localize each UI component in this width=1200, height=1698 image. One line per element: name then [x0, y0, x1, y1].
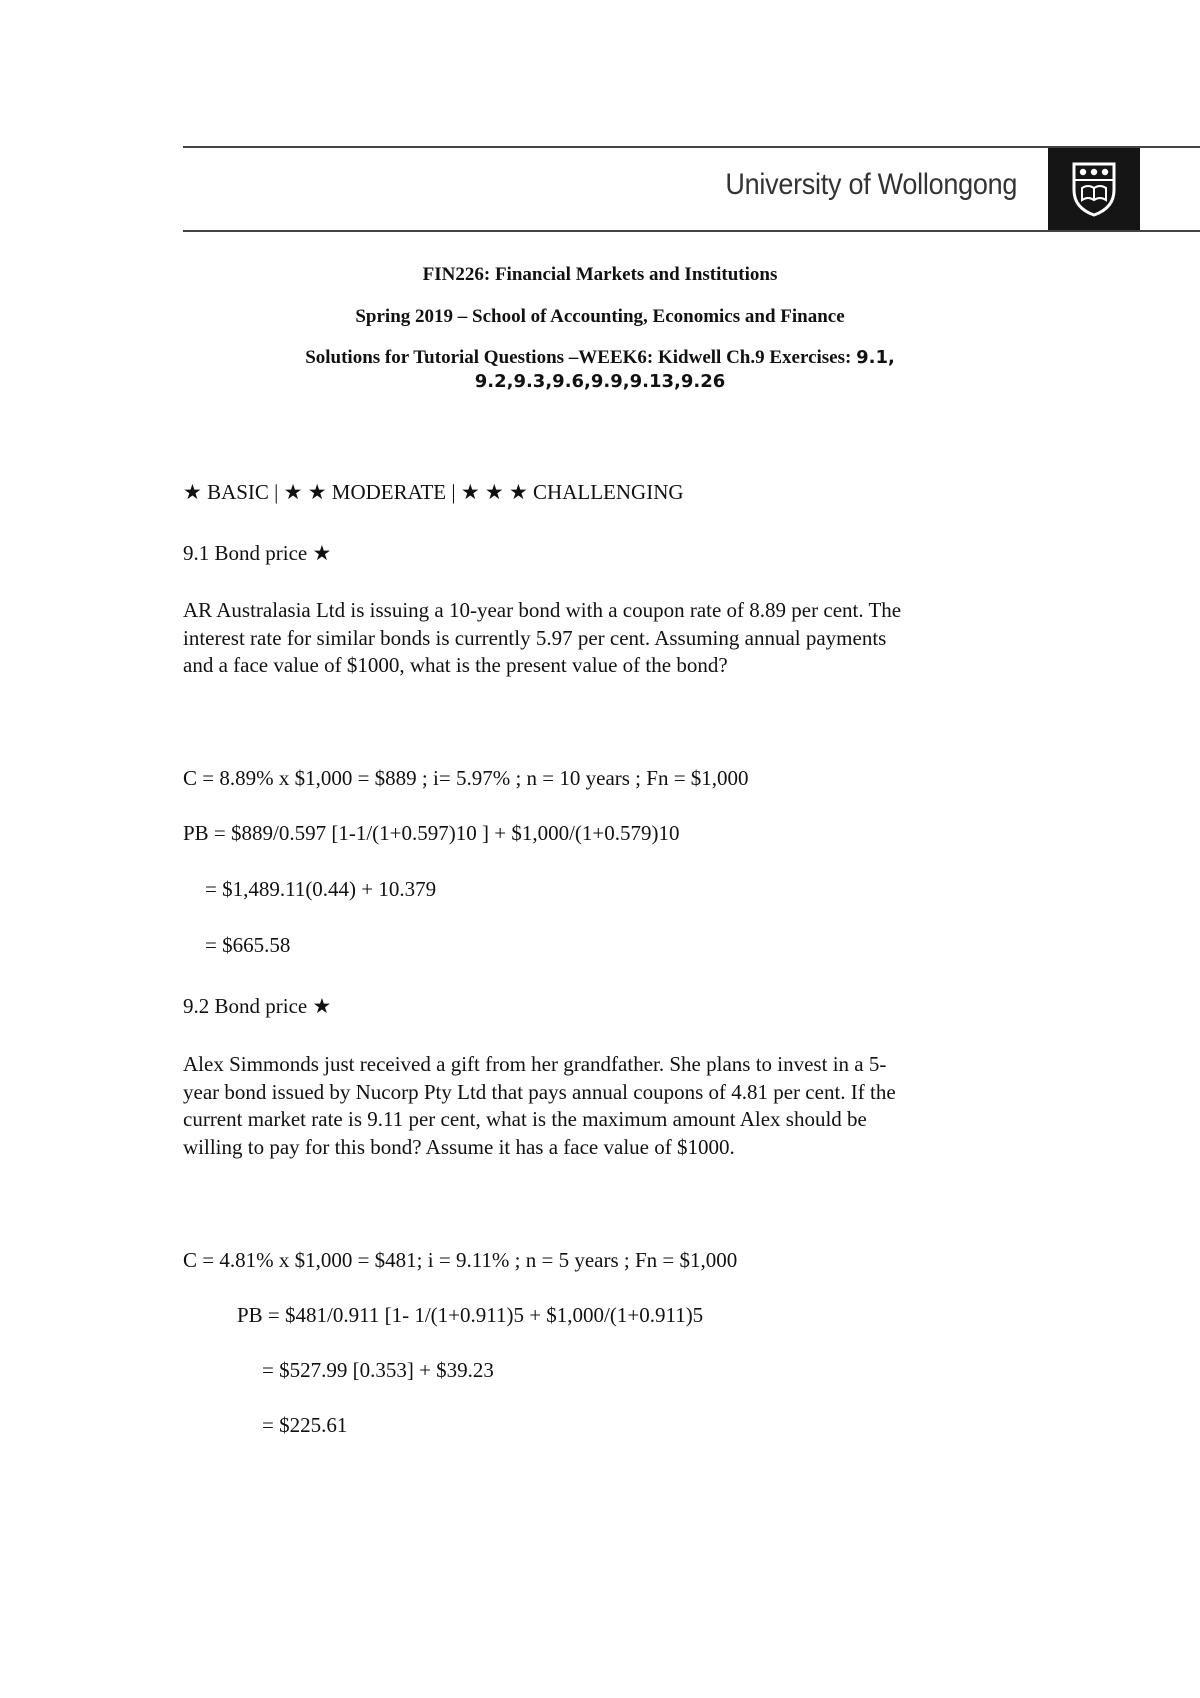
q1-heading: 9.1 Bond price ★: [183, 541, 332, 565]
university-crest-logo: [1048, 148, 1140, 230]
q2-heading: 9.2 Bond price ★: [183, 994, 332, 1018]
q2-question-line: willing to pay for this bond? Assume it has a face value of $1000.: [183, 1134, 735, 1159]
q1-question: [183, 597, 1023, 680]
q1-answer: = $665.58: [205, 933, 291, 957]
crest-icon: [1070, 160, 1118, 218]
q1-question-line: interest rate for similar bonds is currently 5.97 per cent. Assuming annual payments: [183, 625, 887, 650]
q2-step-2: PB = $481/0.911 [1- 1/(1+0.911)5 + $1,000/(1+0.911)5: [237, 1303, 704, 1327]
q2-question: [183, 1051, 1023, 1161]
q1-step-2: PB = $889/0.597 [1-1/(1+0.597)10 ] + $1,000/(1+0.579)10: [183, 821, 680, 845]
q1-question-line: AR Australasia Ltd is issuing a 10-year bond with a coupon rate of 8.89 per cent. The: [183, 598, 902, 622]
header-bottom-rule: [183, 230, 1200, 232]
q2-step-3: = $527.99 [0.353] + $39.23: [262, 1358, 494, 1382]
solutions-title-ex1: 9.1,: [856, 347, 895, 368]
solutions-title: [183, 346, 1017, 394]
q1-step-3: = $1,489.11(0.44) + 10.379: [205, 877, 437, 901]
university-name: University of Wollongong: [725, 168, 1017, 201]
solutions-title-exercises: 9.2,9.3,9.6,9.9,9.13,9.26: [474, 371, 726, 392]
course-title: FIN226: Financial Markets and Institutions: [422, 264, 778, 285]
session-title: Spring 2019 – School of Accounting, Economics and Finance: [355, 306, 845, 327]
q2-step-1: C = 4.81% x $1,000 = $481; i = 9.11% ; n = 5 years ; Fn = $1,000: [183, 1248, 738, 1272]
q1-step-1: C = 8.89% x $1,000 = $889 ; i= 5.97% ; n = 10 years ; Fn = $1,000: [183, 766, 749, 790]
q1-question-line: and a face value of $1000, what is the present value of the bond?: [183, 653, 728, 677]
solutions-title-prefix: Solutions for Tutorial Questions –WEEK6: Kidwell Ch.9 Exercises:: [305, 347, 857, 368]
q2-question-line: Alex Simmonds just received a gift from her grandfather. She plans to invest in a 5-: [183, 1052, 887, 1076]
difficulty-legend: ★ BASIC | ★ ★ MODERATE | ★ ★ ★ CHALLENGING: [183, 480, 684, 504]
q2-question-line: year bond issued by Nucorp Pty Ltd that pays annual coupons of 4.81 per cent. If the: [183, 1079, 896, 1104]
q2-question-line: current market rate is 9.11 per cent, what is the maximum amount Alex should be: [183, 1107, 867, 1131]
q2-answer: = $225.61: [262, 1413, 348, 1437]
